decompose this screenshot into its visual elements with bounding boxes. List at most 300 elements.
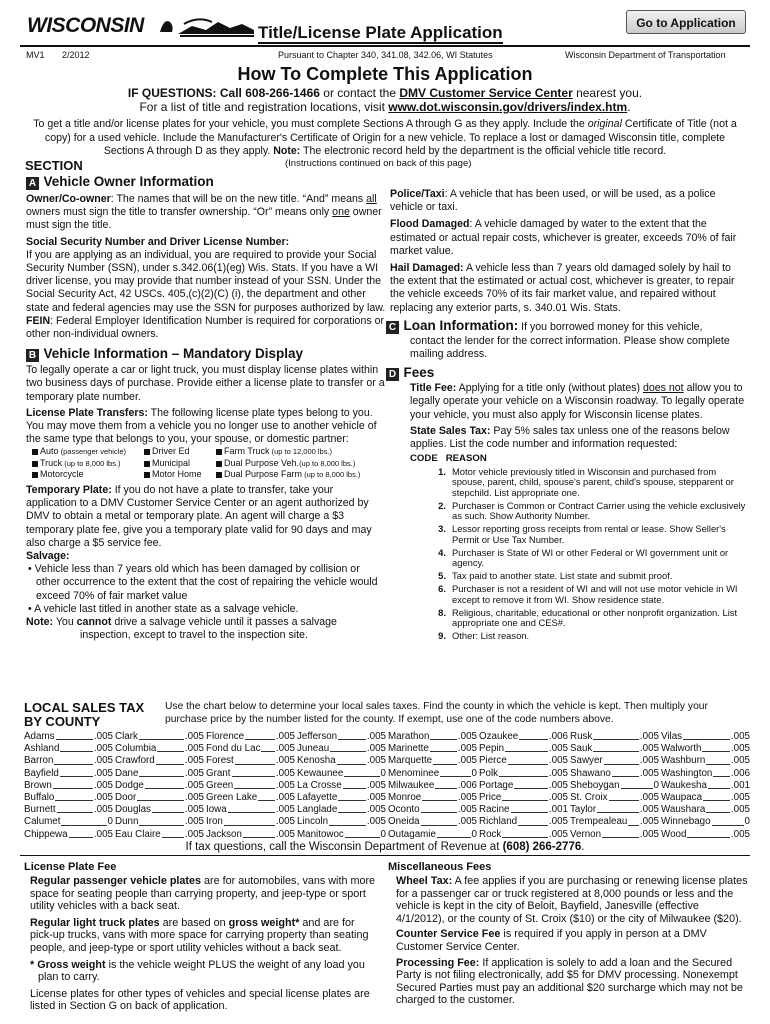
page-title: How To Complete This Application	[237, 64, 533, 84]
county-name: Langlade	[297, 804, 338, 816]
county-cell	[479, 743, 568, 755]
locations-text: For a list of title and registration locations, visit	[139, 100, 389, 114]
county-leader-line	[157, 743, 184, 752]
left-column	[26, 173, 386, 642]
title-fee-text-1: Applying for a title only (without plates)	[456, 382, 643, 395]
county-leader-line	[245, 731, 275, 740]
code-number: 4.	[438, 546, 446, 558]
hail-paragraph	[390, 262, 748, 315]
county-cell	[570, 816, 659, 828]
county-cell	[297, 755, 386, 767]
county-rate: .005	[639, 816, 659, 828]
code-number: 5.	[438, 570, 446, 582]
plate-type-name: Dual Purpose Veh.	[224, 457, 300, 468]
code-row	[390, 631, 748, 642]
county-cell	[24, 743, 113, 755]
county-name: Winnebago	[661, 816, 711, 828]
county-rate: .005	[275, 731, 295, 742]
county-name: Barron	[24, 755, 54, 767]
ssn-text: If you are applying as an individual, you are required to provide your Social Security Number (SSN), under s.342.06(1)(eg) Wis. Stats. If you have a WI driver license, you may provide that number instead of your SSN. Under the Social Security Act, 42 USCs. 405,(c)(2)(C) (i), the department and other state and federal agencies may use the SSN for purposes authorized by law.	[26, 248, 386, 314]
county-name: Ozaukee	[479, 731, 519, 742]
county-name: Calumet	[24, 816, 61, 828]
county-rate: .005	[457, 731, 477, 742]
county-rate: .005	[366, 816, 386, 828]
intro-note-label: Note:	[273, 145, 301, 157]
county-name: Lincoln	[297, 816, 329, 828]
county-cell	[479, 792, 568, 804]
county-cell	[24, 768, 113, 780]
questions-line	[0, 86, 770, 100]
revenue-phone: (608) 266-2776	[502, 841, 582, 853]
county-rate: .005	[184, 767, 204, 779]
county-leader-line	[502, 792, 548, 801]
county-leader-line	[152, 804, 184, 813]
code-number: 1.	[438, 465, 446, 477]
county-name: Green	[206, 779, 234, 791]
wisconsin-logo: WISCONSIN	[27, 14, 144, 37]
plate-type-name: Dual Purpose Farm	[224, 469, 303, 480]
county-cell	[297, 792, 386, 804]
county-leader-line	[499, 768, 548, 777]
county-leader-line	[433, 755, 457, 764]
county-cell	[388, 780, 477, 792]
license-plate-fee-section	[24, 861, 380, 1013]
county-name: Monroe	[388, 792, 422, 804]
county-rate: .005	[730, 755, 750, 767]
other-plates-paragraph: License plates for other types of vehicles and special license plates are listed in Section G on back of application.	[30, 987, 370, 1013]
county-name: Oneida	[388, 816, 420, 828]
county-rate: .005	[366, 792, 386, 804]
county-name: Marathon	[388, 731, 430, 742]
county-name: Iron	[206, 816, 223, 828]
misc-fees-title: Miscellaneous Fees	[388, 861, 492, 873]
county-cell	[115, 829, 204, 841]
section-b-badge: B	[26, 349, 39, 362]
gross-weight-paragraph	[24, 959, 380, 984]
county-name: Dane	[115, 767, 139, 779]
code-reason: Motor vehicle previously titled in Wisconsin and purchased from spouse, parent, child, spouse's parent, child's spouse, stepparent or stepchild. List appropriate one.	[452, 465, 734, 498]
county-rate: .005	[184, 828, 204, 840]
section-label: SECTION	[25, 158, 83, 173]
county-cell	[297, 804, 386, 816]
county-name: Kenosha	[297, 755, 336, 767]
county-leader-line	[139, 768, 184, 777]
owner-paragraph	[26, 193, 386, 233]
bullet-square-icon	[32, 472, 38, 478]
intro-original: original	[587, 118, 622, 130]
plate-type-note: (up to 8,000 lbs.)	[302, 470, 361, 480]
county-cell	[206, 816, 295, 828]
county-rate: .005	[93, 792, 113, 804]
county-name: Juneau	[297, 743, 330, 755]
county-rate: .005	[548, 779, 568, 791]
title-fee-text-2: allow you to legally operate your vehicle on a Wisconsin roadway. To legally operate your vehicle, you must also apply for Wisconsin license plates.	[410, 382, 745, 421]
county-cell	[661, 792, 750, 804]
county-leader-line	[145, 780, 184, 789]
county-leader-line	[338, 792, 366, 801]
county-cell	[115, 780, 204, 792]
county-tax-table	[24, 731, 750, 841]
reason-header: REASON	[445, 453, 487, 465]
county-rate: .006	[548, 731, 568, 742]
county-rate: 0	[380, 828, 386, 840]
processing-fee-paragraph	[388, 957, 748, 1007]
title-fee-paragraph	[410, 382, 748, 422]
plate-type-note: (up to 8,000 lbs.)	[299, 458, 356, 468]
salvage-label	[26, 550, 386, 563]
code-reason: Purchaser is not a resident of WI and will not use motor vehicle in WI except to remove it from WI. Show residence state.	[452, 583, 738, 605]
county-cell	[661, 743, 750, 755]
section-d-badge: D	[386, 368, 399, 381]
county-leader-line	[139, 816, 184, 825]
county-rate: .005	[639, 804, 659, 816]
county-leader-line	[234, 780, 275, 789]
county-leader-line	[156, 755, 184, 764]
county-leader-line	[57, 804, 93, 813]
county-rate: .005	[275, 755, 295, 767]
county-leader-line	[437, 829, 471, 838]
county-rate: .005	[548, 767, 568, 779]
code-number: 9.	[438, 630, 446, 642]
county-cell	[661, 755, 750, 767]
fees-divider	[20, 855, 750, 856]
county-name: Iowa	[206, 804, 227, 816]
county-cell	[661, 780, 750, 792]
gross-weight-label: * Gross weight	[30, 958, 106, 971]
county-leader-line	[54, 755, 93, 764]
police-taxi-label: Police/Taxi	[390, 188, 445, 200]
truck-plates-text: and are for pick-up trucks, vans with more space for carrying property than seating people, and jeep-type or sport utility vehicles without a back seat.	[30, 916, 369, 954]
county-name: Bayfield	[24, 767, 59, 779]
plate-type-item	[32, 458, 144, 470]
county-rate: .005	[730, 804, 750, 816]
county-leader-line	[593, 743, 639, 752]
county-leader-line	[430, 731, 457, 740]
county-rate: .005	[548, 792, 568, 804]
county-name: Manitowoc	[297, 828, 344, 840]
county-leader-line	[706, 804, 730, 813]
county-name: Oconto	[388, 804, 420, 816]
county-leader-line	[713, 768, 730, 777]
owner-text-2: owners must sign the title to transfer ownership. “Or” means only	[26, 206, 333, 219]
county-leader-line	[502, 829, 548, 838]
county-cell	[570, 755, 659, 767]
county-rate: .005	[275, 816, 295, 828]
locations-end: .	[627, 100, 631, 114]
county-cell	[297, 780, 386, 792]
code-reason: Religious, charitable, educational or other nonprofit organization. List appropriate one and CES#.	[452, 606, 738, 629]
truck-plates-paragraph	[24, 917, 380, 955]
salvage-note-cannot: cannot	[76, 615, 112, 628]
intro-text-2: Certificate of Title (not a copy) for a used vehicle. Include the Manufacturer's Certificate of Origin for a new vehicle. To replace a lost or damaged Wisconsin title, complete Sections A through D as they apply.	[44, 118, 737, 157]
processing-fee-label: Processing Fee:	[396, 956, 480, 969]
county-rate: 0	[471, 828, 477, 840]
county-name: Grant	[206, 767, 231, 779]
county-cell	[206, 780, 295, 792]
county-name: Taylor	[570, 804, 597, 816]
county-rate: .005	[639, 828, 659, 840]
county-leader-line	[421, 804, 457, 813]
county-leader-line	[330, 743, 366, 752]
county-rate: .006	[730, 767, 750, 779]
county-leader-line	[602, 829, 639, 838]
hail-text: A vehicle less than 7 years old damaged solely by hail to the extent that the estimated or actual cost, whichever is greater, to repair the vehicle exceeds 70% of its fair market value, and repaired without replacing any exterior parts, s. 340.01 Wis. Stats.	[390, 262, 735, 314]
county-leader-line	[343, 780, 366, 789]
tax-exemption-codes	[390, 467, 748, 642]
passenger-plates-paragraph	[24, 875, 380, 913]
county-cell	[570, 829, 659, 841]
truck-plates-gross: gross weight*	[228, 916, 300, 929]
county-leader-line	[514, 780, 548, 789]
counter-fee-text: is required if you apply in person at a DMV Customer Service Center.	[396, 928, 707, 953]
county-name: Marinette	[388, 743, 429, 755]
locations-line	[0, 100, 770, 114]
county-cell	[297, 829, 386, 841]
county-cell	[115, 755, 204, 767]
tax-questions-line	[0, 841, 770, 853]
county-rate: .005	[457, 792, 477, 804]
county-name: Washington	[661, 767, 713, 779]
form-date: 2/2012	[62, 50, 90, 60]
county-rate: .005	[730, 828, 750, 840]
local-tax-description: Use the chart below to determine your local sales taxes. Find the county in which the vehicle is kept. Then multiply your purchase price by the number listed for the county. If exempt, use one of the code numbers above.	[165, 701, 708, 725]
county-rate: .005	[184, 779, 204, 791]
county-leader-line	[612, 768, 639, 777]
county-name: Jackson	[206, 828, 242, 840]
county-rate: .005	[93, 804, 113, 816]
county-rate: .001	[548, 804, 568, 816]
county-cell	[570, 768, 659, 780]
wisconsin-state-art-icon	[158, 12, 258, 40]
plate-type-name: Municipal	[152, 457, 191, 468]
dot-website-link[interactable]: www.dot.wisconsin.gov/drivers/index.htm	[388, 100, 628, 114]
passenger-plates-text: are for automobiles, vans with more space for seating people than carrying property, and jeep-type or sport utility vehicles with a back seat.	[30, 875, 376, 913]
county-name: Waupaca	[661, 792, 703, 804]
county-cell	[24, 780, 113, 792]
code-header-row	[410, 454, 748, 465]
county-cell	[388, 755, 477, 767]
county-name: Clark	[115, 731, 138, 742]
hail-label: Hail Damaged:	[390, 262, 464, 275]
county-cell	[24, 804, 113, 816]
county-cell	[388, 743, 477, 755]
county-leader-line	[593, 731, 639, 740]
license-plate-fee-title: License Plate Fee	[24, 861, 117, 873]
form-id: MV1	[26, 50, 45, 60]
county-rate: .006	[457, 779, 477, 791]
county-rate: .005	[457, 755, 477, 767]
plate-type-name: Farm Truck	[224, 446, 270, 457]
county-rate: .005	[366, 755, 386, 767]
intro-text-1: To get a title and/or license plates for your vehicle, you must complete Sections A through G as they apply. Include the	[33, 118, 588, 130]
county-cell	[297, 731, 386, 743]
county-rate: .005	[639, 731, 659, 742]
plate-transfer-text: The following license plate types belong to you. You may move them from a vehicle you no longer use to another vehicle of the same type that belongs to you, your spouse, or domestic partner:	[26, 406, 377, 446]
county-leader-line	[139, 731, 184, 740]
code-row	[390, 501, 748, 522]
county-cell	[570, 804, 659, 816]
sales-tax-text: Pay 5% sales tax unless one of the reasons below applies. List the code number and information requested:	[410, 424, 730, 451]
county-cell	[115, 804, 204, 816]
county-leader-line	[505, 743, 548, 752]
county-rate: .005	[184, 755, 204, 767]
county-leader-line	[712, 816, 744, 825]
county-rate: .005	[184, 804, 204, 816]
salvage-item-2: • A vehicle last titled in another state as a salvage vehicle.	[28, 602, 299, 615]
plate-type-name: Auto	[40, 446, 59, 457]
code-row	[390, 524, 748, 545]
county-leader-line	[61, 816, 106, 825]
county-cell	[570, 743, 659, 755]
county-cell	[24, 816, 113, 828]
county-name: Eau Claire	[115, 828, 161, 840]
county-cell	[661, 816, 750, 828]
county-rate: .005	[275, 779, 295, 791]
plate-type-name: Truck	[40, 457, 63, 468]
police-taxi-paragraph	[390, 188, 748, 214]
counter-fee-paragraph	[388, 928, 748, 953]
code-number: 3.	[438, 523, 446, 535]
county-leader-line	[232, 768, 275, 777]
bullet-square-icon	[144, 449, 150, 455]
county-rate: 0	[653, 779, 659, 791]
county-name: Menominee	[388, 767, 440, 779]
county-name: Trempealeau	[570, 816, 628, 828]
county-cell	[24, 731, 113, 743]
county-name: La Crosse	[297, 779, 342, 791]
county-rate: .005	[457, 816, 477, 828]
county-leader-line	[519, 731, 548, 740]
bullet-square-icon	[216, 461, 222, 467]
county-rate: .005	[457, 804, 477, 816]
wheel-tax-paragraph	[388, 875, 748, 925]
county-leader-line	[69, 829, 93, 838]
county-cell	[206, 804, 295, 816]
county-rate: .005	[548, 828, 568, 840]
plate-transfer-label: License Plate Transfers:	[26, 406, 148, 419]
county-rate: .005	[275, 792, 295, 804]
county-name: Milwaukee	[388, 779, 435, 791]
county-rate: .005	[548, 743, 568, 755]
county-name: Vernon	[570, 828, 602, 840]
county-name: Richland	[479, 816, 518, 828]
county-name: Pierce	[479, 755, 507, 767]
go-to-application-button[interactable]: Go to Application	[626, 10, 746, 34]
bullet-square-icon	[216, 472, 222, 478]
county-cell	[479, 804, 568, 816]
misc-fees-section	[388, 861, 748, 1007]
county-rate: .005	[639, 767, 659, 779]
county-leader-line	[344, 768, 379, 777]
county-leader-line	[518, 816, 548, 825]
county-rate: 0	[107, 816, 113, 828]
county-cell	[479, 816, 568, 828]
county-name: Fond du Lac	[206, 743, 261, 755]
passenger-plates-label: Regular passenger vehicle plates	[30, 875, 202, 887]
county-rate: .005	[275, 743, 295, 755]
fein-text: : Federal Employer Identification Number is required for corporations or other non-individual owners.	[26, 314, 384, 341]
county-name: Chippewa	[24, 828, 68, 840]
county-rate: .005	[730, 792, 750, 804]
plate-type-item	[144, 458, 216, 470]
county-leader-line	[243, 829, 275, 838]
bullet-square-icon	[32, 449, 38, 455]
instructions-continued: (Instructions continued on back of this page)	[285, 158, 472, 169]
county-cell	[24, 829, 113, 841]
questions-suffix: nearest you.	[572, 86, 643, 100]
county-leader-line	[258, 792, 275, 801]
bullet-square-icon	[144, 472, 150, 478]
county-cell	[115, 743, 204, 755]
county-name: Kewaunee	[297, 767, 344, 779]
salvage-item-1: • Vehicle less than 7 years old which has been damaged by collision or other occurrence to the extent that the cost of repairing the vehicle would exceed 70% of fair market value	[28, 563, 378, 602]
plate-types-list	[32, 446, 386, 481]
title-fee-not: does not	[642, 382, 684, 395]
statutes-text: Pursuant to Chapter 340, 341.08, 342.06, WI Statutes	[278, 50, 493, 60]
code-number: 2.	[438, 499, 446, 511]
county-name: Shawano	[570, 767, 611, 779]
county-rate: .005	[548, 755, 568, 767]
county-name: Polk	[479, 767, 499, 779]
title-fee-label: Title Fee:	[410, 382, 457, 395]
code-row	[390, 571, 748, 582]
county-leader-line	[628, 816, 639, 825]
dmv-center-link[interactable]: DMV Customer Service Center	[399, 86, 573, 100]
county-cell	[24, 755, 113, 767]
county-rate: .001	[730, 779, 750, 791]
local-tax-title-1: LOCAL SALES TAX	[24, 700, 145, 715]
code-row	[390, 584, 748, 605]
county-cell	[388, 768, 477, 780]
county-rate: .005	[457, 743, 477, 755]
county-name: Waushara	[661, 804, 706, 816]
plate-type-item	[144, 469, 216, 481]
sales-tax-label: State Sales Tax:	[410, 424, 491, 437]
county-rate: .005	[548, 816, 568, 828]
county-leader-line	[60, 743, 93, 752]
flood-text: : A vehicle damaged by water to the extent that the estimated or actual repair costs, whichever is greater, exceeds 70% of fair market value.	[390, 218, 737, 257]
questions-phone: Call 608-266-1466	[216, 86, 320, 100]
plate-type-name: Driver Ed	[152, 446, 190, 457]
temp-plate-label: Temporary Plate:	[26, 483, 112, 496]
salvage-note	[26, 616, 386, 642]
county-leader-line	[511, 804, 548, 813]
county-leader-line	[53, 780, 93, 789]
county-name: Sheboygan	[570, 779, 620, 791]
flood-label: Flood Damaged	[390, 218, 470, 231]
plate-type-item	[216, 469, 376, 481]
plate-transfer-paragraph	[26, 407, 386, 447]
county-rate: .005	[639, 792, 659, 804]
county-cell	[206, 792, 295, 804]
county-cell	[115, 792, 204, 804]
code-reason: Purchaser is State of WI or other Federal or WI government unit or agency.	[452, 546, 729, 569]
county-name: Waukesha	[661, 779, 707, 791]
county-cell	[115, 768, 204, 780]
plate-type-note: (passenger vehicle)	[58, 447, 127, 457]
county-name: Marquette	[388, 755, 433, 767]
section-c-title: Loan Information:	[403, 317, 519, 333]
county-name: Washburn	[661, 755, 706, 767]
plate-type-item	[32, 446, 144, 458]
plate-type-item	[32, 469, 144, 481]
county-cell	[206, 743, 295, 755]
temp-plate-paragraph	[26, 484, 386, 550]
intro-text-3: The electronic record held by the department is the official vehicle title record.	[300, 145, 667, 157]
county-name: Rusk	[570, 731, 593, 742]
county-cell	[206, 731, 295, 743]
owner-all: all	[366, 193, 377, 205]
